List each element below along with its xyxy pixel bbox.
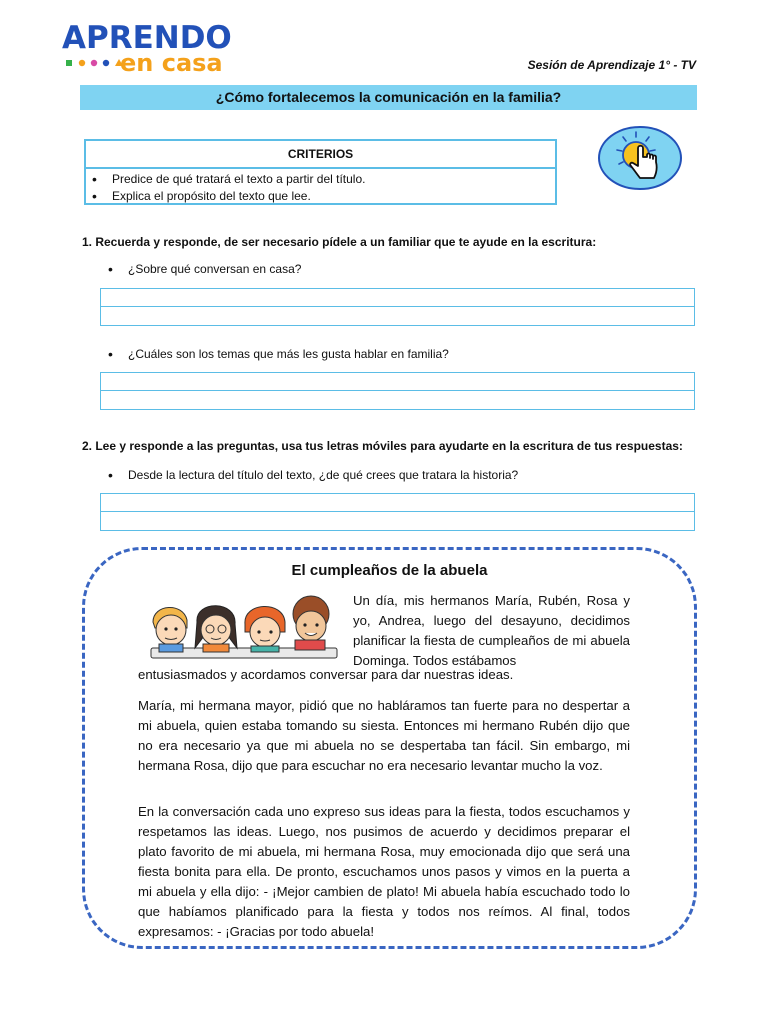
criteria-item: • Explica el propósito del texto que lee. bbox=[86, 188, 555, 205]
criteria-table bbox=[84, 139, 557, 205]
bullet-icon: • bbox=[108, 261, 113, 277]
question-2a-text: Desde la lectura del título del texto, ¿de qué crees que tratara la historia? bbox=[128, 468, 519, 482]
hand-tap-icon bbox=[598, 126, 682, 190]
aprendo-en-casa-logo bbox=[62, 20, 232, 77]
story-paragraph-3: En la conversación cada uno expreso sus ideas para la fiesta, todos escuchamos y respetamos las ideas. Luego, nos pusimos de acuerdo y decidimos preparar el plato favorito de mi abuela, mi hermana Rosa, muy emocionada dijo que será una fiesta bonita para ella. De pronto, escuchamos unos pasos y vimos en la puerta a mi abuela y ella dijo: - ¡Mejor cambien de plato! Mi abuela había escuchado todo lo que habíamos planificado para la fiesta y todos nos reímos. Al final, todos expresamos: - ¡Gracias por todo abuela! bbox=[138, 804, 630, 939]
story-paragraph-1: Un día, mis hermanos María, Rubén, Rosa y yo, Andrea, luego del desayuno, decidimos planificar la fiesta de cumpleaños de mi abuela Dominga. Todos estábamos bbox=[353, 593, 630, 668]
question-1b-text: ¿Cuáles son los temas que más les gusta hablar en familia? bbox=[128, 347, 449, 361]
logo-shapes-icon bbox=[65, 58, 125, 68]
logo-en-casa-text: en casa bbox=[120, 49, 223, 77]
answer-box-2a[interactable] bbox=[100, 493, 695, 531]
children-illustration bbox=[145, 592, 341, 666]
logo-aprendo-text: APRENDO bbox=[62, 20, 232, 56]
page-title: ¿Cómo fortalecemos la comunicación en la familia? bbox=[80, 85, 697, 110]
story-title: El cumpleaños de la abuela bbox=[291, 562, 488, 579]
story-paragraph-2: María, mi hermana mayor, pidió que no habláramos tan fuerte para no despertar a mi abuela, quien estaba tomando su siesta. Entonces mi hermano Rubén dijo que no era necesario ya que mi abuela no se despertaba tan fácil. Sin embargo, mi hermana Rosa, dijo que para escuchar no era necesario levantar mucho la voz. bbox=[138, 698, 630, 773]
story-paragraph-1-continued: entusiasmados y acordamos conversar para dar nuestras ideas. bbox=[138, 667, 514, 682]
question-2-heading: 2. Lee y responde a las preguntas, usa tus letras móviles para ayudarte en la escritura de tus respuestas: bbox=[82, 439, 683, 453]
question-1a-text: ¿Sobre qué conversan en casa? bbox=[128, 262, 302, 276]
answer-box-1b[interactable] bbox=[100, 372, 695, 410]
criteria-heading: CRITERIOS bbox=[86, 141, 555, 169]
bullet-icon: • bbox=[108, 467, 113, 483]
criteria-item: • Predice de qué tratará el texto a partir del título. bbox=[86, 171, 555, 188]
question-1-heading: 1. Recuerda y responde, de ser necesario pídele a un familiar que te ayude en la escritura: bbox=[82, 235, 597, 249]
answer-box-1a[interactable] bbox=[100, 288, 695, 326]
bullet-icon: • bbox=[108, 346, 113, 362]
session-label: Sesión de Aprendizaje 1° - TV bbox=[527, 58, 696, 72]
